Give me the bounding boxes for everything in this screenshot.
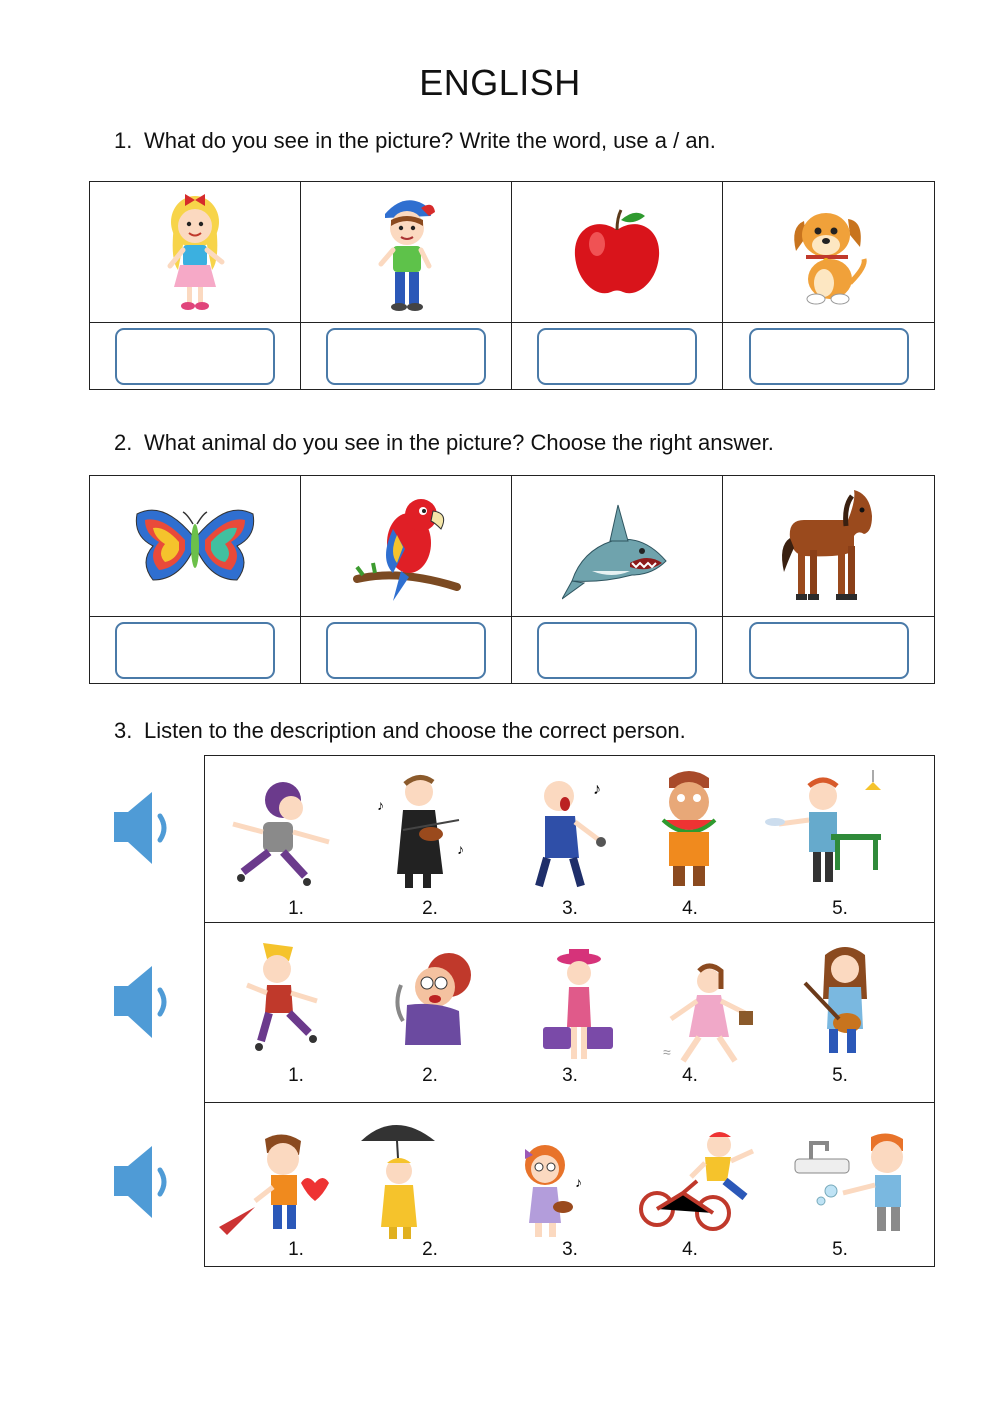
q2-cell-3 [512,476,723,683]
question-1 [114,128,716,154]
watermelon-eater[interactable] [639,768,739,899]
answer-box-1[interactable] [115,328,275,385]
svg-text:♪: ♪ [575,1174,582,1190]
person-label-1: 1. [288,1239,304,1260]
question-2-number: 2. [114,430,133,455]
q1-cell-2 [301,182,512,389]
answer-box-6[interactable] [326,622,486,679]
svg-text:♪: ♪ [377,797,384,813]
person-label-1: 1. [288,1065,304,1086]
answer-box-7[interactable] [537,622,697,679]
apple-icon [512,182,722,323]
person-label-1: 1. [288,898,304,919]
question-3-table [204,755,935,1267]
question-3 [114,718,686,744]
person-label-4: 4. [682,1239,698,1260]
boy-washing-hands[interactable] [791,1131,931,1246]
running-woman[interactable] [659,961,759,1076]
person-label-4: 4. [682,1065,698,1086]
speaker-icon[interactable] [112,788,172,868]
q2-cell-4 [723,476,934,683]
person-label-5: 5. [832,898,848,919]
answer-box-8[interactable] [749,622,909,679]
speaker-icon[interactable] [112,1142,172,1222]
dog-icon [723,182,934,323]
answer-box-2[interactable] [326,328,486,385]
person-label-2: 2. [422,898,438,919]
person-label-5: 5. [832,1239,848,1260]
q1-cell-4 [723,182,934,389]
person-label-3: 3. [562,1239,578,1260]
answer-box-3[interactable] [537,328,697,385]
q3-row-2 [205,923,934,1103]
question-1-number: 1. [114,128,133,153]
question-1-table [89,181,935,390]
traveler-with-bags[interactable] [539,947,619,1072]
q1-cell-1 [90,182,301,389]
q3-row-3 [205,1103,934,1266]
butterfly-icon [90,476,300,617]
q3-row-1 [205,756,934,923]
q2-cell-2 [301,476,512,683]
rollerblading-person[interactable] [219,772,339,897]
question-3-number: 3. [114,718,133,743]
girl-with-violin[interactable] [505,1139,595,1248]
singer[interactable] [515,770,625,899]
phone-talker[interactable] [379,945,489,1060]
question-2-text: What animal do you see in the picture? Choose the right answer. [144,430,774,455]
violinist[interactable] [373,770,473,899]
answer-box-5[interactable] [115,622,275,679]
horse-icon [723,476,934,617]
speaker-icon[interactable] [112,962,172,1042]
question-2-table [89,475,935,684]
question-1-text: What do you see in the picture? Write the word, use a / an. [144,128,716,153]
svg-text:≈: ≈ [663,1044,671,1060]
cyclist[interactable] [635,1127,759,1242]
page-title: ENGLISH [419,62,581,103]
girl-icon [90,182,300,323]
question-2 [114,430,774,456]
person-label-3: 3. [562,1065,578,1086]
kid-with-umbrella[interactable] [359,1115,439,1250]
parrot-icon [301,476,511,617]
person-label-3: 3. [562,898,578,919]
svg-text:♪: ♪ [457,841,464,857]
q1-cell-3 [512,182,723,389]
boy-cutting-heart[interactable] [215,1131,335,1246]
person-label-2: 2. [422,1239,438,1260]
boy-icon [301,182,511,323]
shark-icon [512,476,722,617]
table-setter[interactable] [761,770,891,899]
person-label-5: 5. [832,1065,848,1086]
answer-box-4[interactable] [749,328,909,385]
question-3-text: Listen to the description and choose the correct person. [144,718,686,743]
guitarist[interactable] [795,939,885,1068]
svg-text:♪: ♪ [593,781,601,798]
person-label-2: 2. [422,1065,438,1086]
person-label-4: 4. [682,898,698,919]
q2-cell-1 [90,476,301,683]
skating-person[interactable] [233,937,333,1062]
